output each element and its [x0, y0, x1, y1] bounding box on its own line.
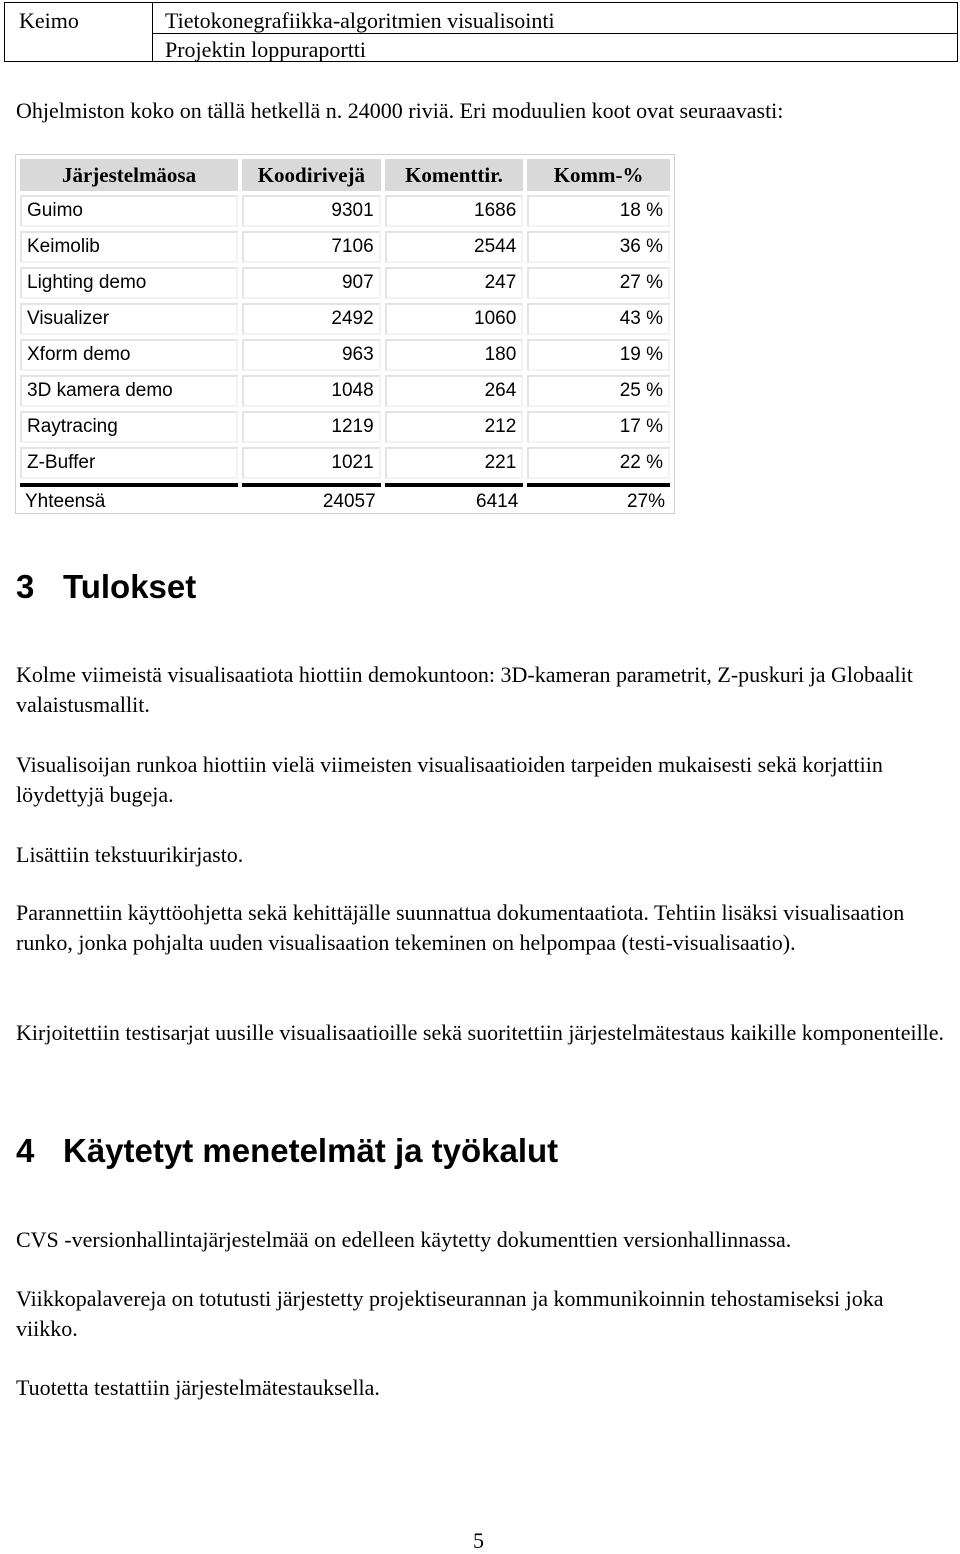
table-row — [20, 339, 670, 371]
header-comment-percent: Komm-% — [527, 159, 670, 191]
cell-module: Xform demo — [20, 339, 238, 371]
table-row — [20, 303, 670, 335]
header-subtitle: Projektin loppuraportti — [165, 37, 367, 62]
cell-code-lines: 7106 — [242, 231, 381, 263]
cell-comment-percent: 25 % — [527, 375, 670, 407]
cell-comment-percent: 18 % — [527, 195, 670, 227]
cell-comment-lines: 180 — [385, 339, 524, 371]
section-4-paragraph: CVS -versionhallintajärjestelmää on edelleen käytetty dokumenttien versionhallinnassa. — [16, 1227, 792, 1252]
cell-code-lines: 963 — [242, 339, 381, 371]
total-code-lines: 24057 — [242, 483, 381, 517]
table-row — [20, 411, 670, 443]
table-row — [20, 195, 670, 227]
table-row — [20, 231, 670, 263]
cell-comment-percent: 17 % — [527, 411, 670, 443]
cell-module: Lighting demo — [20, 267, 238, 299]
cell-comment-lines: 212 — [385, 411, 524, 443]
cell-module: 3D kamera demo — [20, 375, 238, 407]
cell-module: Visualizer — [20, 303, 238, 335]
table-row — [20, 447, 670, 479]
section-3-paragraph: Visualisoijan runkoa hiottiin vielä viimeisten visualisaatioiden tarpeiden mukaisesti sekä korjattiin löydettyjä bugeja. — [16, 752, 883, 807]
header-title: Tietokonegrafiikka-algoritmien visualisointi — [165, 8, 555, 33]
section-4-paragraph: Tuotetta testattiin järjestelmätestauksella. — [16, 1375, 380, 1400]
cell-code-lines: 1048 — [242, 375, 381, 407]
cell-comment-lines: 247 — [385, 267, 524, 299]
section-3-paragraph: Kolme viimeistä visualisaatiota hiottiin demokuntoon: 3D-kameran parametrit, Z-puskuri ja Globaalit valaistusmallit. — [16, 662, 913, 717]
header-comment-lines: Komenttir. — [385, 159, 524, 191]
table-row — [20, 375, 670, 407]
intro-paragraph: Ohjelmiston koko on tällä hetkellä n. 24000 riviä. Eri moduulien koot ovat seuraavasti: — [16, 98, 784, 123]
cell-code-lines: 1219 — [242, 411, 381, 443]
cell-comment-percent: 22 % — [527, 447, 670, 479]
header-code-lines: Koodirivejä — [242, 159, 381, 191]
section-3-number: 3 — [16, 568, 35, 605]
cell-code-lines: 1021 — [242, 447, 381, 479]
cell-comment-percent: 19 % — [527, 339, 670, 371]
table-row — [20, 267, 670, 299]
cell-module: Raytracing — [20, 411, 238, 443]
section-4-paragraph: Viikkopalavereja on totutusti järjestetty projektiseurannan ja kommunikoinnin tehostamiseksi joka viikko. — [16, 1286, 884, 1341]
cell-comment-lines: 1686 — [385, 195, 524, 227]
module-size-table — [15, 154, 675, 514]
header-divider-vertical — [152, 3, 153, 61]
cell-module: Keimolib — [20, 231, 238, 263]
page-number: 5 — [473, 1528, 484, 1553]
cell-comment-lines: 1060 — [385, 303, 524, 335]
total-label: Yhteensä — [20, 483, 238, 517]
header-project-name: Keimo — [19, 8, 79, 33]
header-module: Järjestelmäosa — [20, 159, 238, 191]
table-header-row — [20, 159, 670, 191]
cell-module: Guimo — [20, 195, 238, 227]
table-total-row — [20, 483, 670, 517]
section-3-paragraph: Lisättiin tekstuurikirjasto. — [16, 842, 244, 867]
section-3-title: Tulokset — [63, 568, 197, 605]
section-4-heading — [16, 1132, 558, 1170]
cell-comment-lines: 221 — [385, 447, 524, 479]
total-comment-lines: 6414 — [385, 483, 524, 517]
cell-module: Z-Buffer — [20, 447, 238, 479]
total-comment-percent: 27% — [527, 483, 670, 517]
section-3-heading — [16, 568, 196, 606]
cell-comment-percent: 27 % — [527, 267, 670, 299]
section-4-title: Käytetyt menetelmät ja työkalut — [63, 1132, 559, 1169]
cell-comment-lines: 264 — [385, 375, 524, 407]
section-4-number: 4 — [16, 1132, 35, 1169]
cell-code-lines: 2492 — [242, 303, 381, 335]
cell-code-lines: 907 — [242, 267, 381, 299]
cell-comment-percent: 36 % — [527, 231, 670, 263]
section-3-paragraph: Parannettiin käyttöohjetta sekä kehittäjälle suunnattua dokumentaatiota. Tehtiin lisäksi visualisaation runko, jonka pohjalta uuden visualisaation tekeminen on helpompaa (testi-visualisaatio). — [16, 900, 905, 955]
section-3-paragraph: Kirjoitettiin testisarjat uusille visualisaatioille sekä suoritettiin järjestelmätestaus kaikille komponenteille. — [16, 1020, 945, 1045]
cell-comment-lines: 2544 — [385, 231, 524, 263]
cell-code-lines: 9301 — [242, 195, 381, 227]
cell-comment-percent: 43 % — [527, 303, 670, 335]
document-header — [4, 2, 958, 62]
